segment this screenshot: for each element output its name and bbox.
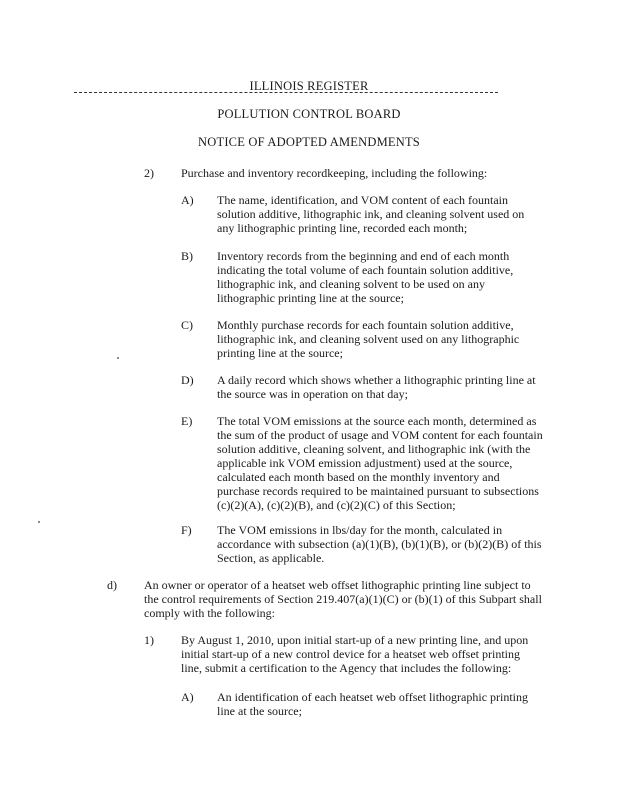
item-2A-marker: A) (181, 193, 194, 207)
header-rule (74, 92, 498, 93)
item-2F-text: The VOM emissions in lbs/day for the month, calculated in accordance with subsection (a)(1)(B), (b)(1)(B), or (b)(2)(B) of this Section, as applicable. (217, 523, 542, 565)
item-2B-marker: B) (181, 249, 193, 263)
scan-speck (38, 521, 40, 523)
item-2B-text: Inventory records from the beginning and end of each month indicating the total volume of each fountain solution additive, lithographic ink, and cleaning solvent to be used on any lithographic printing line at the source; (217, 249, 514, 305)
board-title: POLLUTION CONTROL BOARD (217, 107, 401, 121)
item-2A-text: The name, identification, and VOM content of each fountain solution additive, lithographic ink, and cleaning solvent used on any lithographic printing line, recorded each month; (217, 193, 525, 235)
register-title: ILLINOIS REGISTER (249, 79, 369, 93)
item-2E-text: The total VOM emissions at the source each month, determined as the sum of the product of usage and VOM content for each fountain solution additive, cleaning solvent, and lithographic ink (with the applicable ink VOM emission adjustment) used at the source, calculated each month based on the monthly inventory and purchase records required to be maintained pursuant to subsections (c)(2)(A), (c)(2)(B), and (c)(2)(C) of this Section; (217, 414, 543, 512)
item-2E-marker: E) (181, 414, 193, 428)
item-1-text: By August 1, 2010, upon initial start-up of a new printing line, and upon initial start-up of a new control device for a heatset web offset printing line, submit a certification to the Agency that includes the following: (181, 633, 529, 675)
item-1A-text: An identification of each heatset web offset lithographic printing line at the source; (217, 690, 529, 718)
item-d-marker: d) (107, 578, 117, 592)
item-2C-text: Monthly purchase records for each fountain solution additive, lithographic ink, and cleaning solvent used on any lithographic printing line at the source; (217, 318, 520, 360)
item-2D-text: A daily record which shows whether a lithographic printing line at the source was in operation on that day; (217, 373, 536, 401)
item-d-text: An owner or operator of a heatset web offset lithographic printing line subject to the control requirements of Section 219.407(a)(1)(C) or (b)(1) of this Subpart shall comply with the following: (144, 578, 542, 620)
scan-speck (117, 357, 119, 359)
item-2D-marker: D) (181, 373, 194, 387)
item-2F-marker: F) (181, 523, 192, 537)
item-2C-marker: C) (181, 318, 193, 332)
item-2-marker: 2) (144, 166, 154, 180)
item-2-text: Purchase and inventory recordkeeping, including the following: (181, 166, 488, 180)
notice-title: NOTICE OF ADOPTED AMENDMENTS (198, 135, 420, 149)
item-1-marker: 1) (144, 633, 154, 647)
item-1A-marker: A) (181, 690, 194, 704)
